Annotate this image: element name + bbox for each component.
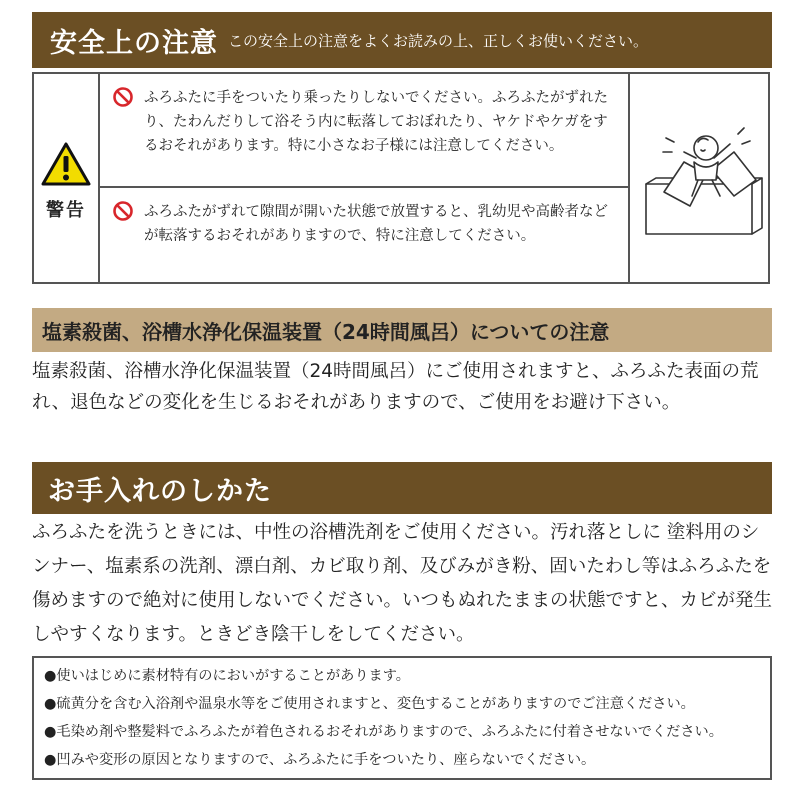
note-item xyxy=(44,662,770,690)
note-text: 使いはじめに素材特有のにおいがすることがあります。 xyxy=(56,668,410,684)
note-text: 毛染め剤や整髪料でふろふたが着色されるおそれがありますので、ふろふたに付着させないでください。 xyxy=(56,724,723,740)
chlorine-header-bar xyxy=(32,308,772,352)
bullet-icon: ● xyxy=(44,724,57,740)
safety-subtitle: この安全上の注意をよくお読みの上、正しくお使いください。 xyxy=(228,31,649,50)
care-text: ふろふたを洗うときには、中性の浴槽洗剤をご使用ください。汚れ落としに 塗料用のシンナー、塩素系の洗剤、漂白剤、カビ取り剤、及びみがき粉、固いたわし等はふろふたを傷めますので絶対に使用しないでください。いつもぬれたままの状態ですと、カビが発生しやすくなります。ときどき陰干しをしてください。 xyxy=(32,522,773,645)
warning-item-text: ふろふたがずれて隙間が開いた状態で放置すると、乳幼児や高齢者などが転落するおそれがありますので、特に注意してください。 xyxy=(144,204,608,244)
warning-label: 警告 xyxy=(46,200,86,221)
warning-items xyxy=(100,74,630,282)
bullet-icon: ● xyxy=(44,752,57,768)
safety-header-bar xyxy=(32,12,772,68)
note-item xyxy=(44,690,770,718)
notes-box xyxy=(32,656,772,780)
prohibit-icon xyxy=(112,86,134,108)
note-item xyxy=(44,746,770,774)
safety-title: 安全上の注意 xyxy=(50,27,218,59)
note-item xyxy=(44,718,770,746)
care-header-bar xyxy=(32,462,772,514)
warning-label-column xyxy=(34,74,100,282)
care-title: お手入れのしかた xyxy=(48,475,272,507)
note-text: 凹みや変形の原因となりますので、ふろふたに手をついたり、座らないでください。 xyxy=(56,752,596,768)
prohibit-icon xyxy=(112,200,134,222)
bullet-icon: ● xyxy=(44,668,57,684)
bathtub-child-illustration xyxy=(634,122,764,242)
bullet-icon: ● xyxy=(44,696,57,712)
warning-item xyxy=(100,74,628,188)
warning-table xyxy=(32,72,770,284)
chlorine-text: 塩素殺菌、浴槽水浄化保温装置（24時間風呂）にご使用されますと、ふろふた表面の荒れ、退色などの変化を生じるおそれがありますので、ご使用をお避け下さい。 xyxy=(32,361,759,413)
warning-item xyxy=(100,188,628,282)
warning-triangle-icon xyxy=(41,142,91,186)
warning-item-text: ふろふたに手をついたり乗ったりしないでください。ふろふたがずれたり、たわんだりして浴そう内に転落しておぼれたり、ヤケドやケガをするおそれがあります。特に小さなお子様には注意してください。 xyxy=(144,90,608,154)
note-text: 硫黄分を含む入浴剤や温泉水等をご使用されますと、変色することがありますのでご注意ください。 xyxy=(56,696,695,712)
chlorine-title: 塩素殺菌、浴槽水浄化保温装置（24時間風呂）についての注意 xyxy=(42,319,610,344)
